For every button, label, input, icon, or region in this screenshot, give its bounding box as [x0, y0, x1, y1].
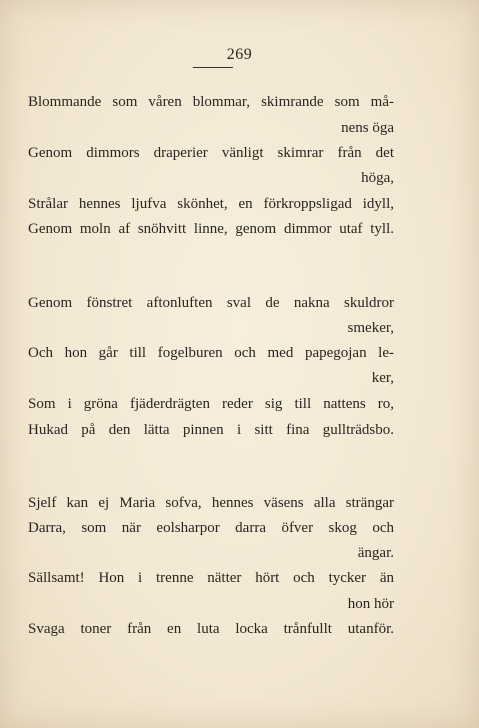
stanza-2-line-4: ker, [371, 370, 394, 386]
stanza-1-line-5: Strålar hennes ljufva skönhet, en förkroppsligad idyll, [28, 196, 394, 212]
stanza-3-line-1: Sjelf kan ej Maria sofva, hennes väsens alla strängar [28, 495, 394, 511]
stanza-3-line-5: hon hör [347, 596, 394, 612]
stanza-1-line-6: Genom moln af snöhvitt linne, genom dimmor utaf tyll. [28, 221, 394, 237]
stanza-1-line-2: nens öga [341, 120, 394, 136]
stanza-3-line-4: Sällsamt! Hon i trenne nätter hört och tycker än [28, 570, 394, 586]
page-number: 269 [226, 46, 253, 63]
stanza-1-line-1: Blommande som våren blommar, skimrande som må- [28, 94, 394, 110]
stanza-1-line-4: höga, [361, 170, 394, 186]
stanza-2-line-5: Som i gröna fjäderdrägten reder sig till nattens ro, [28, 396, 394, 412]
stanza-2-line-2: smeker, [347, 320, 394, 336]
stanza-2-line-6: Hukad på den lätta pinnen i sitt fina gullträdsbo. [28, 422, 394, 438]
stanza-2-line-3: Och hon går till fogelburen och med papegojan le- [28, 345, 394, 361]
page-number-rule [193, 67, 233, 68]
stanza-3-line-6: Svaga toner från en luta locka trånfullt utanför. [28, 621, 394, 637]
stanza-3-line-3: ängar. [357, 545, 394, 561]
stanza-1-line-3: Genom dimmors draperier vänligt skimrar från det [28, 145, 394, 161]
stanza-2-line-1: Genom fönstret aftonluften sval de nakna skuldror [28, 295, 394, 311]
stanza-3-line-2: Darra, som när eolsharpor darra öfver skog och [28, 520, 394, 536]
